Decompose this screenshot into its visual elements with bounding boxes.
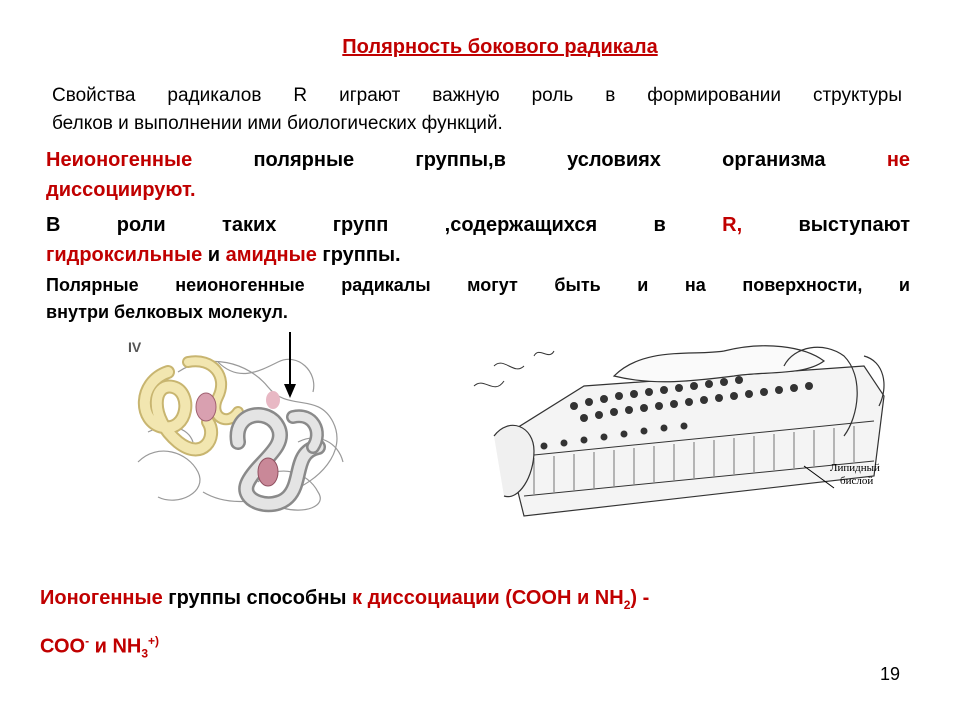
dissociation-tail: ) - <box>630 587 650 609</box>
heme-group-2 <box>258 458 278 486</box>
location-line-2: внутри белковых молекул. <box>46 302 288 322</box>
figure-roman-label: IV <box>128 339 142 355</box>
nonionic-paragraph <box>46 145 910 205</box>
page-number: 19 <box>880 664 901 684</box>
coo-text: СОО <box>40 635 86 658</box>
location-line-1: Полярные неионогенные радикалы могут быть и на поверхности, и <box>46 275 910 295</box>
groups-line-2 <box>46 240 910 270</box>
bilayer-label-1: Липидный <box>830 462 880 474</box>
ionic-term: Ионогенные <box>40 587 163 609</box>
ionic-text: группы способны <box>162 587 353 609</box>
not-word: не <box>886 149 911 171</box>
pointer-arrow-head <box>284 384 296 398</box>
r-symbol: R, <box>722 214 743 236</box>
dissociation-text: к диссоциации (СООН и NH <box>352 587 624 609</box>
nh3-subscript: 3 <box>141 646 149 661</box>
bilayer-label-2: бислой <box>840 475 874 487</box>
nonionic-mid-text: полярные группы,в условиях организма <box>253 149 826 171</box>
location-paragraph <box>46 272 910 326</box>
nh2-subscript: 2 <box>623 598 631 612</box>
groups-post-text: выступают <box>798 214 910 236</box>
groups-pre-text: В роли таких групп ,содержащихся в <box>46 214 666 236</box>
ionic-line-2 <box>40 623 900 672</box>
heme-group-3 <box>266 391 280 409</box>
intro-line-1: Свойства радикалов R играют важную роль в формировании структуры <box>52 85 902 106</box>
ionic-line-1 <box>40 580 900 623</box>
amide-term: амидные <box>225 244 317 266</box>
protein-structure-figure <box>118 332 354 518</box>
groups-tail: группы. <box>316 244 401 266</box>
intro-paragraph <box>52 82 902 138</box>
ionic-paragraph <box>40 580 900 672</box>
nonionic-line-1 <box>46 145 910 175</box>
dissociate-word: диссоциируют. <box>46 179 196 201</box>
and-word: и <box>202 244 226 266</box>
slide-title: Полярность бокового радикала <box>342 36 658 58</box>
coo-superscript: - <box>85 634 90 648</box>
nh3-superscript: +) <box>148 634 160 648</box>
nonionic-term: Неионогенные <box>46 149 193 171</box>
intro-line-2: белков и выполнении ими биологических функций. <box>52 113 503 134</box>
heme-group-1 <box>196 393 216 421</box>
groups-line-1 <box>46 210 910 240</box>
groups-paragraph <box>46 210 910 270</box>
grey-subunit <box>238 415 318 504</box>
yellow-subunit <box>145 361 238 449</box>
nh3-text: и NH <box>89 635 142 658</box>
membrane-bilayer-figure <box>464 326 916 522</box>
hydroxyl-term: гидроксильные <box>46 244 203 266</box>
